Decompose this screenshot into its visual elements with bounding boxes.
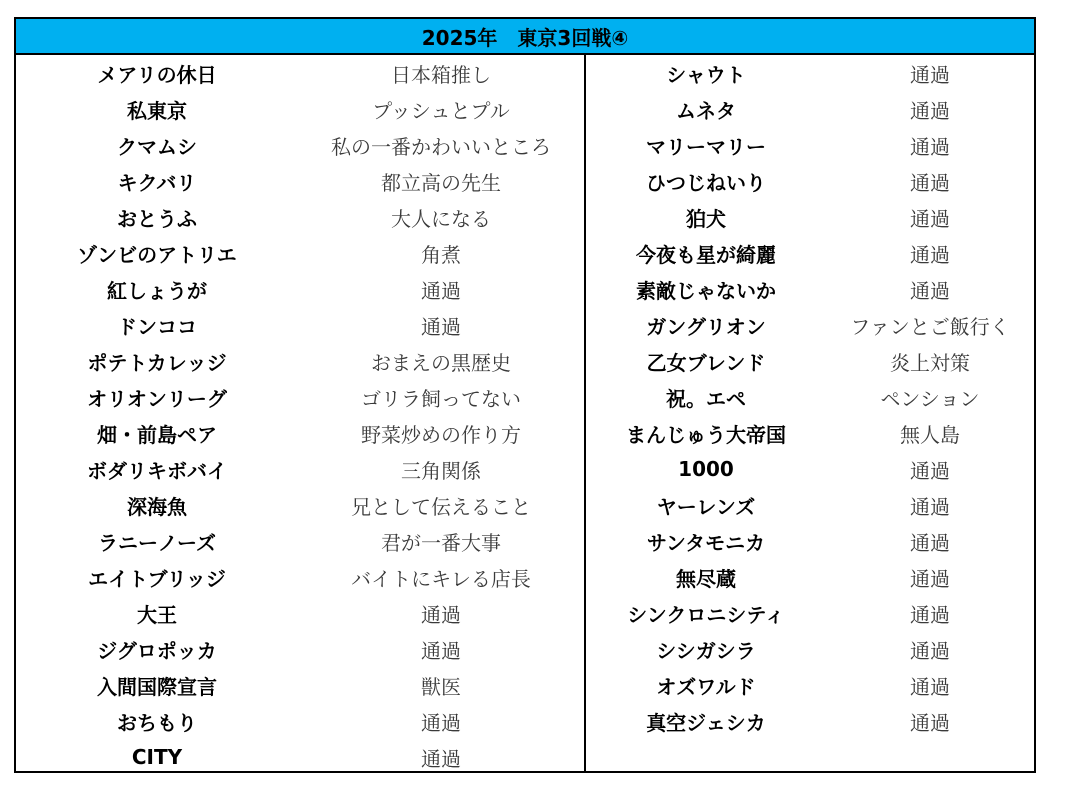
result-cell: 通過: [910, 638, 950, 663]
table-row: [16, 595, 584, 631]
result-cell: 炎上対策: [890, 350, 970, 375]
result-cell: 大人になる: [391, 206, 491, 231]
table-row: [16, 415, 584, 451]
table-row: [16, 271, 584, 307]
result-cell: 通過: [910, 206, 950, 231]
result-cell: 角煮: [421, 242, 461, 267]
result-cell: 通過: [910, 710, 950, 735]
team-name: CITY: [131, 745, 183, 769]
team-name: 深海魚: [127, 494, 187, 519]
result-cell: 無人島: [900, 422, 960, 447]
team-name: 祝。エペ: [666, 386, 746, 411]
table-row: [16, 235, 584, 271]
team-name: ジグロポッカ: [97, 638, 217, 663]
team-name: ポテトカレッジ: [87, 350, 227, 375]
result-cell: ファンとご飯行く: [850, 314, 1010, 339]
result-cell: おまえの黒歴史: [371, 350, 511, 375]
table-row: [16, 559, 584, 595]
team-name: 無尽蔵: [676, 566, 736, 591]
table-row: [586, 595, 1034, 631]
table-row: [586, 343, 1034, 379]
table-row: [586, 415, 1034, 451]
team-name: 真空ジェシカ: [646, 710, 766, 735]
result-cell: 通過: [910, 170, 950, 195]
result-cell: 通過: [910, 134, 950, 159]
table-row: [16, 307, 584, 343]
table-row: [586, 235, 1034, 271]
result-cell: 通過: [910, 602, 950, 627]
result-cell: 兄として伝えること: [351, 494, 531, 519]
table-row: [16, 451, 584, 487]
result-cell: ゴリラ飼ってない: [361, 386, 521, 411]
team-name: シンクロニシティ: [627, 602, 785, 627]
left-column: [16, 55, 584, 771]
result-cell: 通過: [421, 746, 461, 771]
result-cell: 通過: [910, 530, 950, 555]
table-row: [586, 631, 1034, 667]
result-cell: 通過: [910, 62, 950, 87]
right-column: [584, 55, 1034, 771]
result-cell: 野菜炒めの作り方: [361, 422, 521, 447]
table-row: [586, 487, 1034, 523]
table-row: [586, 703, 1034, 739]
team-name: オズワルド: [656, 674, 756, 699]
team-name: 乙女ブレンド: [646, 350, 766, 375]
result-cell: ペンション: [880, 386, 980, 411]
team-name: 今夜も星が綺麗: [636, 242, 776, 267]
team-name: ひつじねいり: [646, 170, 766, 195]
team-name: エイトブリッジ: [88, 566, 226, 591]
table-row: [16, 127, 584, 163]
team-name: ヤーレンズ: [656, 494, 756, 519]
table-row: [16, 199, 584, 235]
result-cell: 通過: [910, 458, 950, 483]
result-cell: プッシュとプル: [372, 98, 510, 123]
table-row: [586, 271, 1034, 307]
team-name: 私東京: [127, 98, 187, 123]
team-name: シシガシラ: [656, 638, 756, 663]
result-cell: 獣医: [421, 674, 461, 699]
team-name: マリーマリー: [646, 134, 766, 159]
result-cell: 日本箱推し: [391, 62, 491, 87]
result-cell: 通過: [910, 242, 950, 267]
team-name: 畑・前島ペア: [97, 422, 217, 447]
team-name: 狛犬: [686, 206, 726, 231]
result-cell: 通過: [910, 278, 950, 303]
table-row: [586, 307, 1034, 343]
table-row: [16, 163, 584, 199]
team-name: クマムシ: [117, 134, 197, 159]
result-cell: 都立高の先生: [381, 170, 501, 195]
table-row: [16, 667, 584, 703]
table-row: [586, 667, 1034, 703]
team-name: キクバリ: [117, 170, 197, 195]
result-cell: 通過: [421, 314, 461, 339]
result-cell: 通過: [421, 278, 461, 303]
table-row: [586, 127, 1034, 163]
table-row: [586, 523, 1034, 559]
result-cell: 君が一番大事: [381, 530, 501, 555]
result-cell: 三角関係: [401, 458, 481, 483]
team-name: シャウト: [666, 62, 746, 87]
team-name: ムネタ: [676, 98, 736, 123]
result-cell: バイトにキレる店長: [351, 566, 531, 591]
table-row: [586, 55, 1034, 91]
result-cell: 通過: [910, 566, 950, 591]
table-row: [16, 739, 584, 775]
table-row: [16, 91, 584, 127]
team-name: ガングリオン: [646, 314, 766, 339]
table-row: [16, 631, 584, 667]
team-name: オリオンリーグ: [87, 386, 227, 411]
result-cell: 通過: [421, 638, 461, 663]
team-name: おとうふ: [117, 206, 197, 231]
sheet-title: 2025年 東京3回戦④: [16, 19, 1034, 55]
table-row: [586, 559, 1034, 595]
team-name: 大王: [137, 602, 177, 627]
team-name: まんじゅう大帝国: [626, 422, 786, 447]
team-name: 入間国際宣言: [97, 674, 217, 699]
result-cell: 私の一番かわいいところ: [331, 134, 551, 159]
table-row: [16, 487, 584, 523]
team-name: 紅しょうが: [107, 278, 207, 303]
result-cell: 通過: [910, 674, 950, 699]
results-sheet: [14, 17, 1036, 773]
team-name: ゾンビのアトリエ: [77, 242, 237, 267]
team-name: ドンココ: [117, 314, 197, 339]
table-row: [16, 379, 584, 415]
team-name: ボダリキボバイ: [87, 458, 227, 483]
result-cell: 通過: [421, 602, 461, 627]
table-row: [586, 163, 1034, 199]
team-name: サンタモニカ: [646, 530, 766, 555]
result-cell: 通過: [910, 494, 950, 519]
team-name: 素敵じゃないか: [636, 278, 776, 303]
table-row: [586, 91, 1034, 127]
table-row: [586, 451, 1034, 487]
table-row: [16, 343, 584, 379]
result-cell: 通過: [910, 98, 950, 123]
team-name: おちもり: [117, 710, 197, 735]
table-row: [586, 379, 1034, 415]
table-row: [586, 199, 1034, 235]
team-name: 1000: [678, 457, 734, 481]
table-row: [16, 703, 584, 739]
team-name: ラニーノーズ: [98, 530, 216, 555]
table-row: [16, 523, 584, 559]
team-name: メアリの休日: [97, 62, 217, 87]
table-row: [16, 55, 584, 91]
result-cell: 通過: [421, 710, 461, 735]
